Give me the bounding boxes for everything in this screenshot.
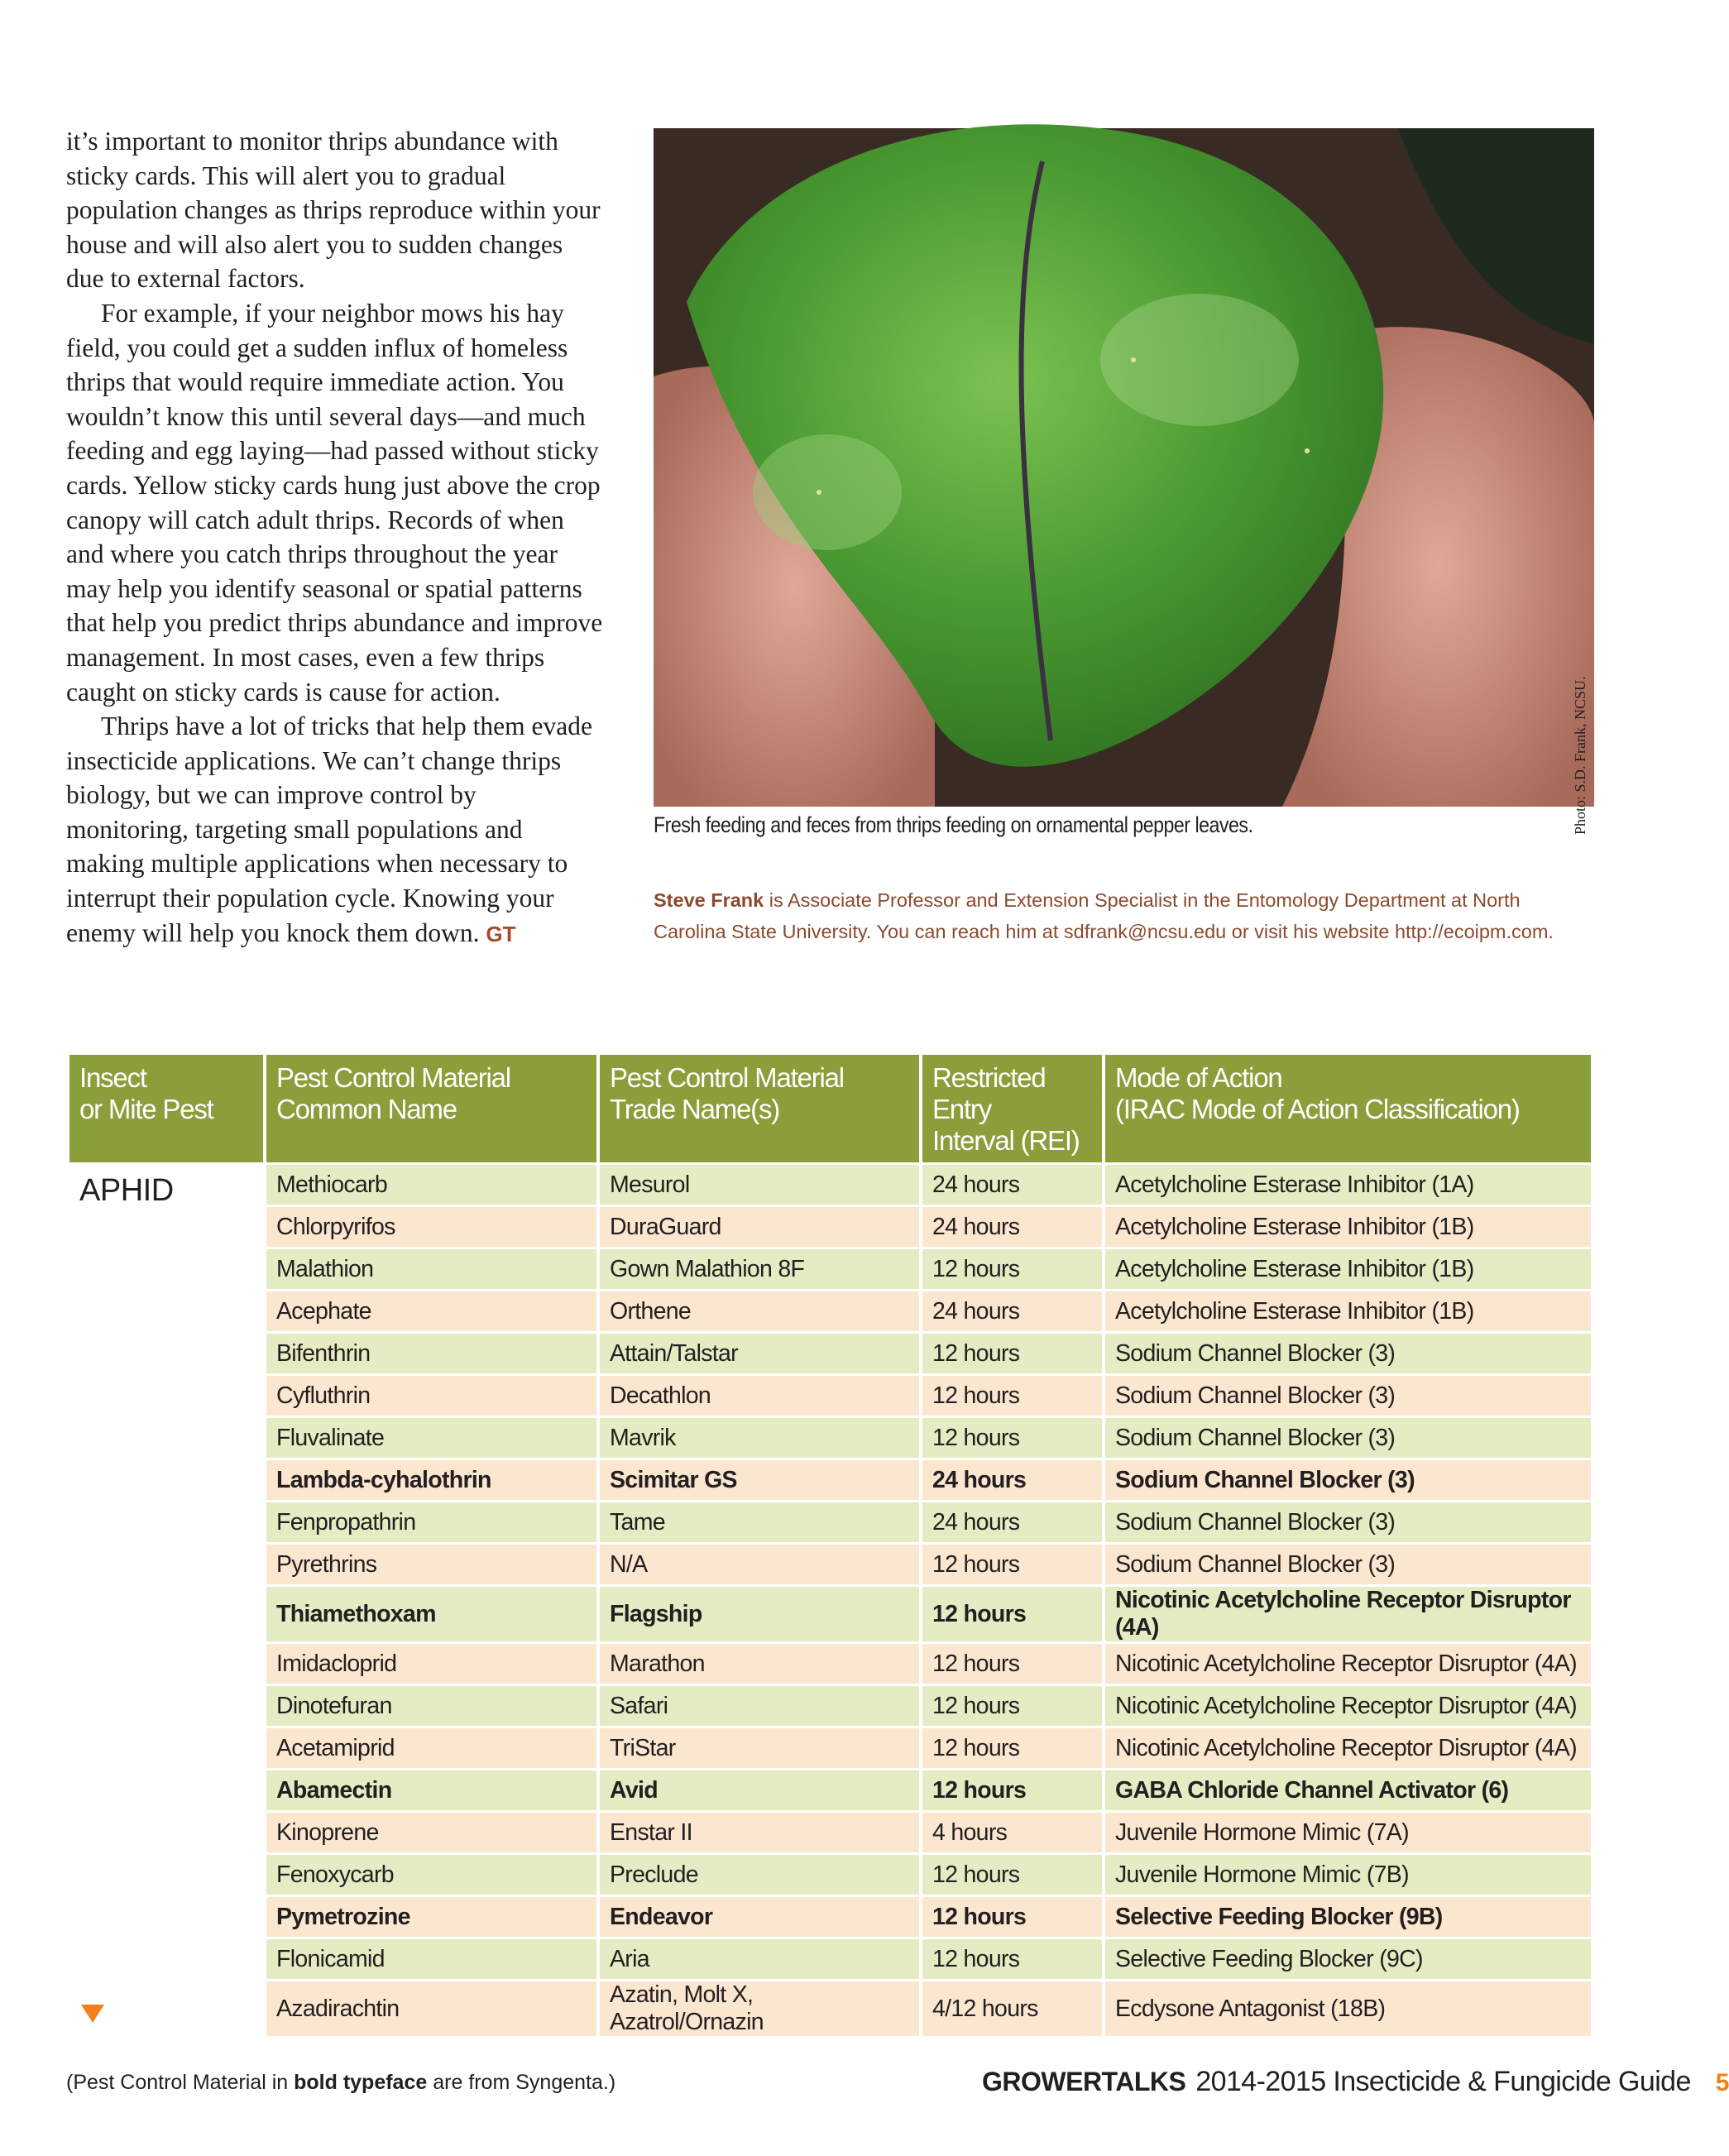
mode-of-action-cell: Selective Feeding Blocker (9B) (1105, 1897, 1591, 1937)
trade-name-cell: N/A (600, 1545, 919, 1584)
rei-cell: 24 hours (922, 1460, 1102, 1500)
rei-cell: 4/12 hours (922, 1981, 1102, 2036)
common-name-cell: Imidacloprid (266, 1644, 596, 1684)
common-name-cell: Fenoxycarb (266, 1855, 596, 1895)
rei-cell: 12 hours (922, 1644, 1102, 1684)
trade-name-cell: Mesurol (600, 1165, 919, 1205)
rei-cell: 12 hours (922, 1545, 1102, 1584)
trade-name-cell: Scimitar GS (600, 1460, 919, 1500)
mode-of-action-cell: Selective Feeding Blocker (9C) (1105, 1939, 1591, 1979)
mode-of-action-cell: Sodium Channel Blocker (3) (1105, 1334, 1591, 1373)
mode-of-action-cell: Sodium Channel Blocker (3) (1105, 1545, 1591, 1584)
mode-of-action-cell: Acetylcholine Esterase Inhibitor (1A) (1105, 1165, 1591, 1205)
rei-cell: 24 hours (922, 1502, 1102, 1542)
mode-of-action-cell: Nicotinic Acetylcholine Receptor Disruptor (4A) (1105, 1644, 1591, 1684)
table-row (69, 1644, 1591, 1684)
common-name-cell: Malathion (266, 1249, 596, 1289)
header-trade-name: Pest Control Material Trade Name(s) (600, 1055, 919, 1162)
paragraph-3 (66, 709, 604, 951)
end-mark: GT (486, 921, 516, 946)
common-name-cell: Azadirachtin (266, 1981, 596, 2036)
trade-name-cell: Attain/Talstar (600, 1334, 919, 1373)
rei-cell: 12 hours (922, 1334, 1102, 1373)
insect-name: APHID (69, 1165, 263, 2036)
trade-name-cell: Aria (600, 1939, 919, 1979)
table-row (69, 1418, 1591, 1458)
rei-cell: 12 hours (922, 1418, 1102, 1458)
trade-name-cell: Enstar II (600, 1813, 919, 1852)
trade-name-cell: Marathon (600, 1644, 919, 1684)
trade-name-cell: Safari (600, 1686, 919, 1726)
footer-guide-title: 2014-2015 Insecticide & Fungicide Guide (1195, 2066, 1691, 2097)
trade-name-cell: Orthene (600, 1291, 919, 1331)
common-name-cell: Dinotefuran (266, 1686, 596, 1726)
page-footer (982, 2066, 1729, 2098)
table-row (69, 1897, 1591, 1937)
rei-cell: 4 hours (922, 1813, 1102, 1852)
rei-cell: 12 hours (922, 1728, 1102, 1768)
table-row (69, 1728, 1591, 1768)
header-common-name: Pest Control Material Common Name (266, 1055, 596, 1162)
common-name-cell: Abamectin (266, 1770, 596, 1810)
common-name-cell: Thiamethoxam (266, 1587, 596, 1641)
paragraph-1: it’s important to monitor thrips abundance with sticky cards. This will alert you to gradual population changes as thrips reproduce within your house and will also alert you to sudden changes due to external factors. (66, 127, 601, 294)
rei-cell: 12 hours (922, 1770, 1102, 1810)
table-row (69, 1460, 1591, 1500)
table-row (69, 1939, 1591, 1979)
table-row (69, 1165, 1591, 1205)
table-row (69, 1334, 1591, 1373)
mode-of-action-cell: Ecdysone Antagonist (18B) (1105, 1981, 1591, 2036)
table-row (69, 1686, 1591, 1726)
rei-cell: 12 hours (922, 1855, 1102, 1895)
rei-cell: 24 hours (922, 1207, 1102, 1247)
trade-name-cell: DuraGuard (600, 1207, 919, 1247)
continue-arrow-icon (81, 2005, 104, 2023)
page-number: 5 (1715, 2069, 1729, 2096)
common-name-cell: Pymetrozine (266, 1897, 596, 1937)
rei-cell: 12 hours (922, 1249, 1102, 1289)
mode-of-action-cell: Juvenile Hormone Mimic (7A) (1105, 1813, 1591, 1852)
table-row (69, 1376, 1591, 1416)
table-header-row (69, 1055, 1591, 1162)
mode-of-action-cell: Sodium Channel Blocker (3) (1105, 1460, 1591, 1500)
rei-cell: 12 hours (922, 1587, 1102, 1641)
table-row (69, 1587, 1591, 1641)
article-body (66, 124, 604, 951)
mode-of-action-cell: Acetylcholine Esterase Inhibitor (1B) (1105, 1291, 1591, 1331)
author-bio-text: is Associate Professor and Extension Specialist in the Entomology Department at North Carolina State University. You can reach him at sdfrank@ncsu.edu or visit his website http://ecoipm.com. (654, 889, 1554, 942)
mode-of-action-cell: Nicotinic Acetylcholine Receptor Disruptor (4A) (1105, 1587, 1591, 1641)
rei-cell: 12 hours (922, 1686, 1102, 1726)
author-bio (654, 884, 1594, 947)
trade-name-cell: Flagship (600, 1587, 919, 1641)
trade-name-cell: Mavrik (600, 1418, 919, 1458)
common-name-cell: Kinoprene (266, 1813, 596, 1852)
pest-control-table (66, 1052, 1594, 2039)
table-row (69, 1249, 1591, 1289)
header-rei: Restricted Entry Interval (REI) (922, 1055, 1102, 1162)
common-name-cell: Bifenthrin (266, 1334, 596, 1373)
common-name-cell: Lambda-cyhalothrin (266, 1460, 596, 1500)
rei-cell: 24 hours (922, 1165, 1102, 1205)
common-name-cell: Pyrethrins (266, 1545, 596, 1584)
leaf-photo (654, 128, 1594, 807)
trade-name-cell: TriStar (600, 1728, 919, 1768)
rei-cell: 12 hours (922, 1897, 1102, 1937)
common-name-cell: Flonicamid (266, 1939, 596, 1979)
mode-of-action-cell: Acetylcholine Esterase Inhibitor (1B) (1105, 1249, 1591, 1289)
mode-of-action-cell: Nicotinic Acetylcholine Receptor Disruptor (4A) (1105, 1686, 1591, 1726)
common-name-cell: Cyfluthrin (266, 1376, 596, 1416)
trade-name-cell: Preclude (600, 1855, 919, 1895)
trade-name-cell: Tame (600, 1502, 919, 1542)
table-row (69, 1813, 1591, 1852)
author-name: Steve Frank (654, 889, 764, 911)
table-body (69, 1165, 1591, 2036)
footer-brand: GROWERTALKS (982, 2067, 1186, 2096)
table-row (69, 1291, 1591, 1331)
table-row (69, 1981, 1591, 2036)
table-row (69, 1770, 1591, 1810)
mode-of-action-cell: Nicotinic Acetylcholine Receptor Disruptor (4A) (1105, 1728, 1591, 1768)
common-name-cell: Methiocarb (266, 1165, 596, 1205)
common-name-cell: Fluvalinate (266, 1418, 596, 1458)
mode-of-action-cell: Sodium Channel Blocker (3) (1105, 1502, 1591, 1542)
rei-cell: 24 hours (922, 1291, 1102, 1331)
photo-credit: Photo: S.D. Frank, NCSU. (1572, 676, 1588, 835)
table-row (69, 1207, 1591, 1247)
header-mode-of-action: Mode of Action (IRAC Mode of Action Classification) (1105, 1055, 1591, 1162)
trade-name-cell: Avid (600, 1770, 919, 1810)
mode-of-action-cell: Juvenile Hormone Mimic (7B) (1105, 1855, 1591, 1895)
table-row (69, 1855, 1591, 1895)
photo-caption: Fresh feeding and feces from thrips feeding on ornamental pepper leaves. (654, 812, 1253, 837)
paragraph-2: For example, if your neighbor mows his hay field, you could get a sudden influx of homeless thrips that would require immediate action. You wouldn’t know this until several days—and much feeding and egg laying—had passed without sticky cards. Yellow sticky cards hung just above the crop canopy will catch adult thrips. Records of when and where you catch thrips throughout the year may help you identify seasonal or spatial patterns that help you predict thrips abundance and improve management. In most cases, even a few thrips caught on sticky cards is cause for action. (66, 298, 603, 707)
trade-name-cell: Azatin, Molt X, Azatrol/Ornazin (600, 1981, 919, 2036)
trade-name-cell: Gown Malathion 8F (600, 1249, 919, 1289)
table-row (69, 1545, 1591, 1584)
table-row (69, 1502, 1591, 1542)
mode-of-action-cell: Acetylcholine Esterase Inhibitor (1B) (1105, 1207, 1591, 1247)
mode-of-action-cell: Sodium Channel Blocker (3) (1105, 1418, 1591, 1458)
rei-cell: 12 hours (922, 1376, 1102, 1416)
common-name-cell: Chlorpyrifos (266, 1207, 596, 1247)
common-name-cell: Acephate (266, 1291, 596, 1331)
trade-name-cell: Decathlon (600, 1376, 919, 1416)
common-name-cell: Fenpropathrin (266, 1502, 596, 1542)
footnote: (Pest Control Material in bold typeface are from Syngenta.) (66, 2071, 616, 2094)
mode-of-action-cell: GABA Chloride Channel Activator (6) (1105, 1770, 1591, 1810)
trade-name-cell: Endeavor (600, 1897, 919, 1937)
rei-cell: 12 hours (922, 1939, 1102, 1979)
common-name-cell: Acetamiprid (266, 1728, 596, 1768)
paragraph-3-text: Thrips have a lot of tricks that help them evade insecticide applications. We can’t change thrips biology, but we can improve control by monitoring, targeting small populations and making multiple applications when necessary to interrupt their population cycle. Knowing your enemy will help you knock them down. (66, 711, 592, 947)
header-insect: Insect or Mite Pest (69, 1055, 263, 1162)
mode-of-action-cell: Sodium Channel Blocker (3) (1105, 1376, 1591, 1416)
